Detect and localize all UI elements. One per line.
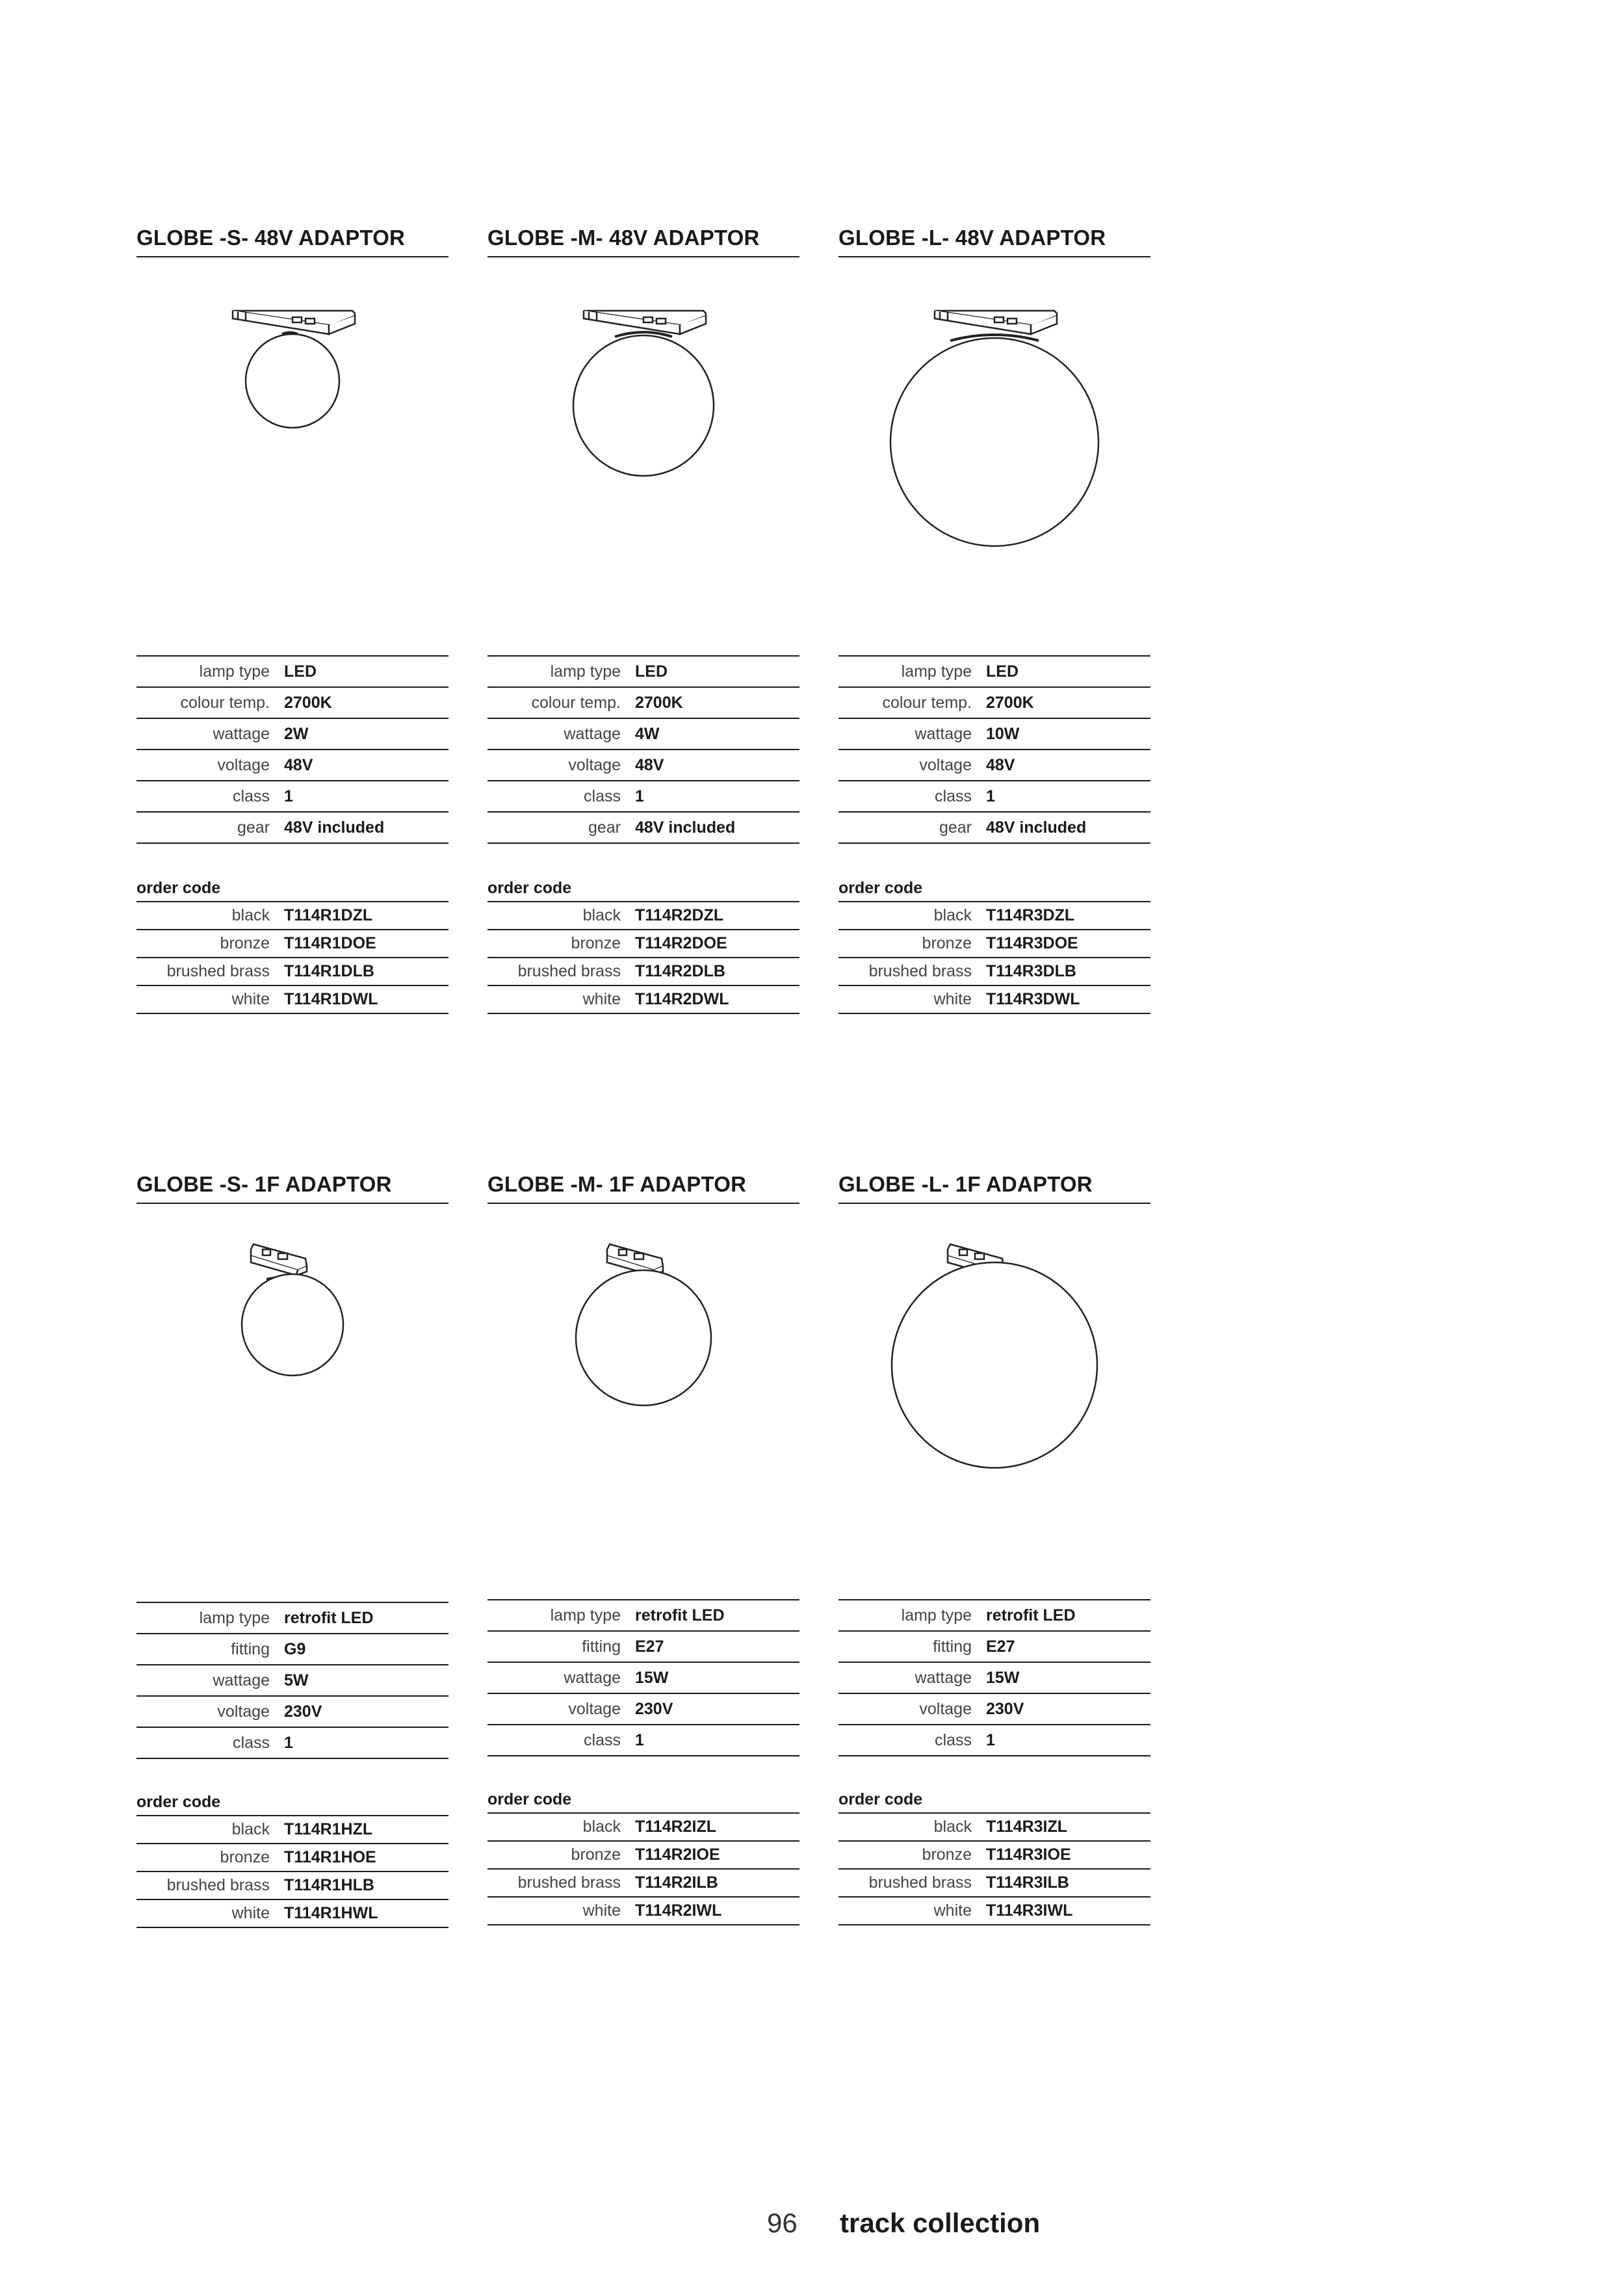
order-code: T114R2DZL: [635, 906, 724, 924]
spec-row: [838, 750, 1150, 781]
order-row: [838, 1870, 1150, 1898]
spec-label: gear: [939, 818, 972, 837]
finish-label: brushed brass: [868, 962, 972, 980]
spec-label: fitting: [582, 1637, 621, 1656]
order-row: [838, 958, 1150, 986]
product-drawing: [838, 270, 1150, 556]
finish-label: bronze: [220, 934, 270, 952]
spec-value: 1: [635, 787, 644, 805]
spec-table: [136, 1602, 448, 1759]
spec-label: wattage: [213, 1671, 270, 1689]
spec-value: 48V: [635, 755, 664, 774]
spec-row: [838, 781, 1150, 813]
spec-label: voltage: [217, 1702, 270, 1721]
spec-value: 230V: [986, 1699, 1024, 1718]
spec-value: 1: [284, 787, 293, 805]
spec-label: lamp type: [901, 1606, 972, 1624]
spec-row: [487, 1663, 799, 1694]
finish-label: white: [933, 1901, 972, 1920]
order-row: [136, 986, 448, 1014]
finish-label: bronze: [571, 934, 621, 952]
order-row: [838, 1814, 1150, 1842]
order-row: [487, 1814, 799, 1842]
order-row: [136, 902, 448, 930]
finish-label: white: [231, 990, 270, 1008]
spec-row: [838, 1663, 1150, 1694]
spec-row: [136, 813, 448, 844]
spec-row: [487, 719, 799, 750]
order-row: [136, 958, 448, 986]
finish-label: brushed brass: [517, 962, 621, 980]
spec-label: class: [233, 787, 270, 805]
spec-row: [136, 719, 448, 750]
order-code: T114R1DZL: [284, 906, 373, 924]
order-code: T114R2IWL: [635, 1901, 722, 1920]
order-code-table: [838, 1786, 1150, 1925]
order-code: T114R3DWL: [986, 990, 1080, 1008]
spec-row: [838, 1600, 1150, 1632]
spec-label: voltage: [919, 1699, 972, 1718]
order-row: [136, 1816, 448, 1844]
product-globe-l-48v: [838, 225, 1150, 1008]
spec-value: 4W: [635, 724, 660, 743]
finish-label: black: [933, 906, 972, 924]
spec-value: LED: [986, 662, 1019, 681]
product-drawing: [487, 270, 799, 556]
spec-table: [136, 655, 448, 844]
finish-label: bronze: [220, 1848, 270, 1866]
order-row: [136, 930, 448, 958]
spec-label: class: [584, 787, 621, 805]
spec-value: 230V: [284, 1702, 322, 1721]
order-code: T114R3ILB: [986, 1873, 1069, 1892]
spec-value: retrofit LED: [986, 1606, 1076, 1624]
spec-row: [838, 719, 1150, 750]
order-code: T114R3IZL: [986, 1818, 1068, 1836]
page-number: 96: [767, 2208, 798, 2238]
order-code-table: [136, 875, 448, 1014]
finish-label: bronze: [922, 1846, 972, 1864]
spec-row: [838, 688, 1150, 719]
product-drawing: [838, 1210, 1150, 1496]
order-code: T114R1DLB: [284, 962, 374, 980]
order-row: [838, 930, 1150, 958]
spec-value: E27: [635, 1637, 664, 1656]
spec-row: [838, 1725, 1150, 1756]
spec-table: [487, 1599, 799, 1756]
order-code: T114R3IOE: [986, 1846, 1071, 1864]
product-drawing: [136, 270, 448, 556]
spec-row: [838, 813, 1150, 844]
order-code-heading: order code: [838, 875, 1150, 902]
spec-row: [487, 1632, 799, 1663]
spec-label: colour temp.: [180, 693, 270, 712]
spec-label: class: [233, 1733, 270, 1752]
finish-label: black: [582, 906, 621, 924]
product-title: GLOBE -L- 1F ADAPTOR: [838, 1171, 1150, 1204]
spec-row: [487, 688, 799, 719]
spec-row: [136, 688, 448, 719]
spec-value: G9: [284, 1639, 306, 1658]
order-code-table: [838, 875, 1150, 1014]
order-row: [487, 1898, 799, 1925]
spec-label: fitting: [933, 1637, 972, 1656]
order-code: T114R2DOE: [635, 934, 727, 952]
spec-label: wattage: [915, 724, 972, 743]
product-globe-l-1f: [838, 1171, 1150, 1920]
spec-row: [487, 1725, 799, 1756]
spec-label: wattage: [564, 1668, 621, 1687]
order-row: [136, 1844, 448, 1872]
spec-label: voltage: [919, 755, 972, 774]
globe-lamp-illustration: [838, 1210, 1150, 1496]
spec-row: [136, 781, 448, 813]
spec-row: [136, 657, 448, 688]
spec-row: [838, 1632, 1150, 1663]
spec-label: colour temp.: [882, 693, 972, 712]
spec-row: [838, 1694, 1150, 1725]
order-row: [487, 986, 799, 1014]
order-code: T114R1HOE: [284, 1848, 376, 1866]
spec-value: 230V: [635, 1699, 673, 1718]
spec-table: [487, 655, 799, 844]
spec-label: lamp type: [901, 662, 972, 681]
finish-label: white: [582, 990, 621, 1008]
order-code: T114R2DWL: [635, 990, 729, 1008]
product-globe-m-48v: [487, 225, 799, 1008]
spec-row: [136, 1728, 448, 1759]
product-globe-m-1f: [487, 1171, 799, 1920]
finish-label: white: [582, 1901, 621, 1920]
spec-label: wattage: [564, 724, 621, 743]
globe-lamp-illustration: [487, 1210, 799, 1496]
spec-value: LED: [635, 662, 668, 681]
finish-label: bronze: [571, 1846, 621, 1864]
spec-value: 10W: [986, 724, 1020, 743]
order-row: [487, 958, 799, 986]
spec-row: [487, 1694, 799, 1725]
spec-label: lamp type: [550, 1606, 621, 1624]
spec-value: 48V included: [284, 818, 385, 837]
spec-value: 48V included: [635, 818, 736, 837]
finish-label: black: [933, 1818, 972, 1836]
finish-label: white: [231, 1904, 270, 1922]
spec-value: 1: [986, 1730, 995, 1749]
spec-value: 15W: [635, 1668, 669, 1687]
order-code: T114R1DOE: [284, 934, 376, 952]
spec-row: [487, 750, 799, 781]
finish-label: brushed brass: [517, 1873, 621, 1892]
order-row: [487, 1870, 799, 1898]
order-row: [838, 1898, 1150, 1925]
spec-value: retrofit LED: [284, 1608, 374, 1627]
spec-row: [136, 1697, 448, 1728]
finish-label: brushed brass: [868, 1873, 972, 1892]
order-code: T114R1HZL: [284, 1820, 373, 1838]
spec-value: E27: [986, 1637, 1015, 1656]
spec-label: voltage: [568, 755, 621, 774]
spec-row: [136, 1634, 448, 1665]
spec-label: gear: [237, 818, 270, 837]
spec-value: 48V included: [986, 818, 1087, 837]
spec-label: class: [935, 1730, 972, 1749]
order-code-table: [487, 1786, 799, 1925]
product-drawing: [136, 1210, 448, 1496]
finish-label: white: [933, 990, 972, 1008]
spec-value: 1: [635, 1730, 644, 1749]
product-title: GLOBE -S- 48V ADAPTOR: [136, 225, 448, 257]
globe-lamp-illustration: [487, 270, 799, 556]
product-title: GLOBE -M- 48V ADAPTOR: [487, 225, 799, 257]
spec-row: [487, 657, 799, 688]
order-code: T114R3DOE: [986, 934, 1078, 952]
spec-table: [838, 655, 1150, 844]
finish-label: brushed brass: [166, 1876, 270, 1894]
product-drawing: [487, 1210, 799, 1496]
order-code: T114R2DLB: [635, 962, 725, 980]
order-code-heading: order code: [487, 875, 799, 902]
globe-lamp-illustration: [136, 270, 448, 556]
order-code: T114R3DZL: [986, 906, 1075, 924]
spec-value: 2W: [284, 724, 309, 743]
order-code: T114R1HWL: [284, 1904, 378, 1922]
order-row: [838, 986, 1150, 1014]
order-code: T114R1DWL: [284, 990, 378, 1008]
collection-name: track collection: [840, 2208, 1041, 2238]
spec-value: 2700K: [986, 693, 1034, 712]
spec-row: [136, 1665, 448, 1697]
order-code: T114R2IOE: [635, 1846, 720, 1864]
spec-row: [487, 813, 799, 844]
globe-lamp-illustration: [838, 270, 1150, 556]
order-row: [136, 1900, 448, 1928]
spec-value: 15W: [986, 1668, 1020, 1687]
finish-label: bronze: [922, 934, 972, 952]
product-globe-s-1f: [136, 1171, 448, 1922]
order-row: [487, 1842, 799, 1870]
order-code-table: [487, 875, 799, 1014]
order-code: T114R2ILB: [635, 1873, 718, 1892]
spec-label: wattage: [915, 1668, 972, 1687]
spec-value: 48V: [284, 755, 313, 774]
order-code-table: [136, 1789, 448, 1928]
spec-label: colour temp.: [531, 693, 621, 712]
spec-label: wattage: [213, 724, 270, 743]
spec-value: retrofit LED: [635, 1606, 725, 1624]
spec-row: [487, 781, 799, 813]
spec-label: voltage: [568, 1699, 621, 1718]
product-globe-s-48v: [136, 225, 448, 1008]
product-title: GLOBE -M- 1F ADAPTOR: [487, 1171, 799, 1204]
order-code: T114R3IWL: [986, 1901, 1073, 1920]
order-row: [838, 1842, 1150, 1870]
order-code: T114R3DLB: [986, 962, 1076, 980]
page-footer: [767, 2208, 1040, 2247]
spec-label: gear: [588, 818, 621, 837]
order-row: [136, 1872, 448, 1900]
spec-value: 48V: [986, 755, 1015, 774]
order-code-heading: order code: [838, 1786, 1150, 1814]
spec-label: lamp type: [199, 1608, 270, 1627]
finish-label: black: [231, 1820, 270, 1838]
order-row: [838, 902, 1150, 930]
spec-row: [838, 657, 1150, 688]
globe-lamp-illustration: [136, 1210, 448, 1496]
order-code: T114R1HLB: [284, 1876, 374, 1894]
spec-value: LED: [284, 662, 317, 681]
spec-label: voltage: [217, 755, 270, 774]
spec-value: 2700K: [284, 693, 332, 712]
spec-value: 2700K: [635, 693, 683, 712]
order-code-heading: order code: [487, 1786, 799, 1814]
spec-label: lamp type: [199, 662, 270, 681]
spec-label: lamp type: [550, 662, 621, 681]
order-code: T114R2IZL: [635, 1818, 717, 1836]
spec-row: [136, 1603, 448, 1634]
spec-row: [136, 750, 448, 781]
product-title: GLOBE -S- 1F ADAPTOR: [136, 1171, 448, 1204]
spec-table: [838, 1599, 1150, 1756]
spec-value: 1: [986, 787, 995, 805]
order-code-heading: order code: [136, 1789, 448, 1816]
finish-label: black: [582, 1818, 621, 1836]
order-code-heading: order code: [136, 875, 448, 902]
spec-label: fitting: [231, 1639, 270, 1658]
spec-row: [487, 1600, 799, 1632]
product-title: GLOBE -L- 48V ADAPTOR: [838, 225, 1150, 257]
spec-value: 1: [284, 1733, 293, 1752]
spec-value: 5W: [284, 1671, 309, 1689]
order-row: [487, 930, 799, 958]
order-row: [487, 902, 799, 930]
finish-label: brushed brass: [166, 962, 270, 980]
spec-label: class: [584, 1730, 621, 1749]
finish-label: black: [231, 906, 270, 924]
spec-label: class: [935, 787, 972, 805]
